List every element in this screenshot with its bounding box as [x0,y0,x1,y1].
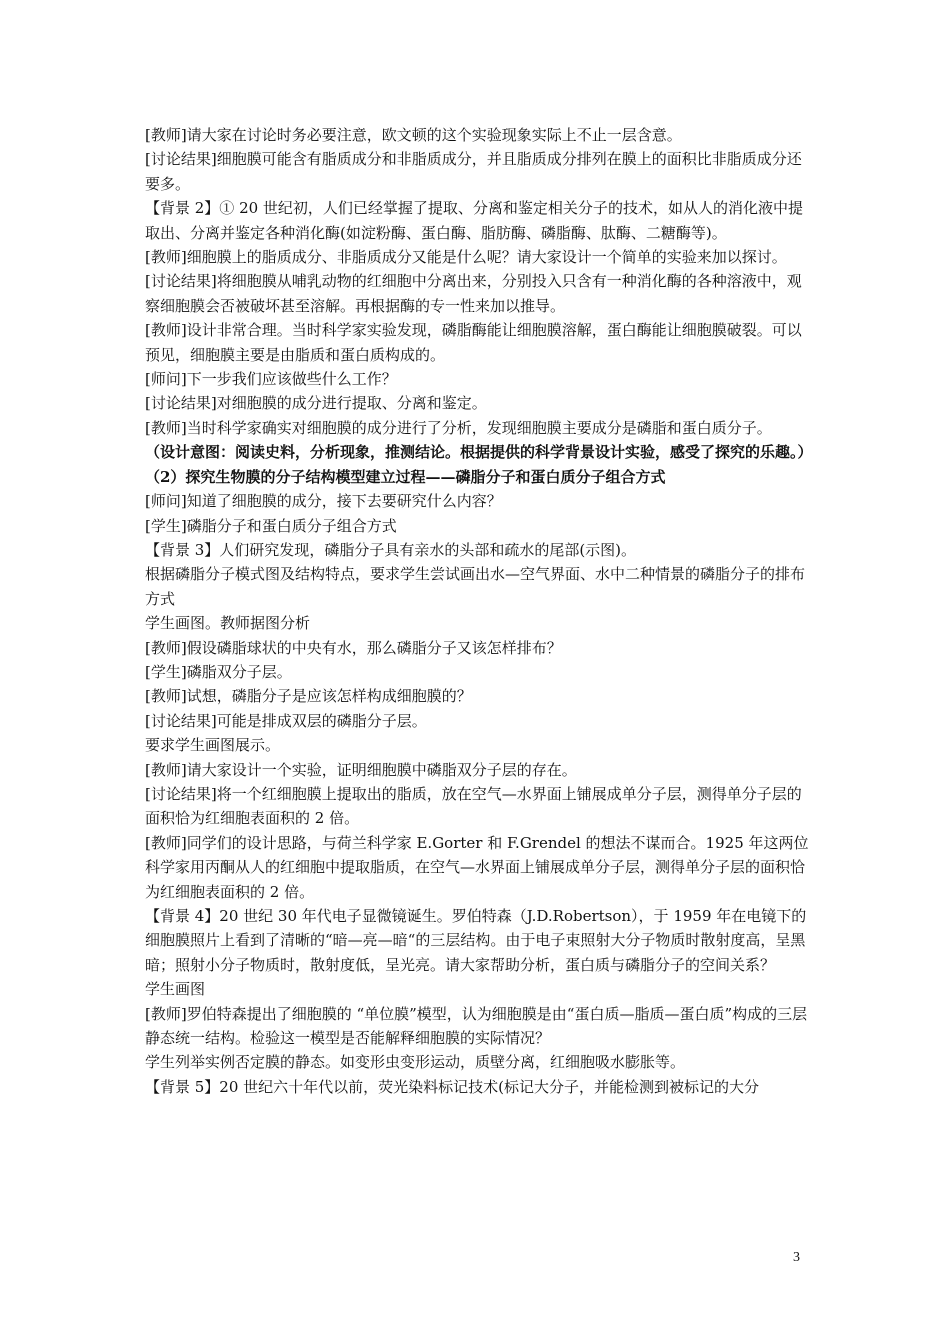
paragraph: [教师]设计非常合理。当时科学家实验发现，磷脂酶能让细胞膜溶解，蛋白酶能让细胞膜破裂。可以预见，细胞膜主要是由脂质和蛋白质构成的。 [145,321,802,364]
page-number: 3 [793,1250,800,1265]
paragraph: 学生画图 [145,980,206,999]
paragraph: 【背景 5】20 世纪六十年代以前，荧光染料标记技术(标记大分子，并能检测到被标记的大分 [145,1077,760,1096]
paragraph: [教师]请大家设计一个实验，证明细胞膜中磷脂双分子层的存在。 [145,760,577,779]
paragraph: 【背景 2】① 20 世纪初，人们已经掌握了提取、分离和鉴定相关分子的技术，如从人的消化液中提取出、分离并鉴定各种消化酶(如淀粉酶、蛋白酶、脂肪酶、磷脂酶、肽酶、二糖酶等)。 [145,199,803,242]
paragraph: [教师]假设磷脂球状的中央有水，那么磷脂分子又该怎样排布？ [145,638,562,657]
paragraph: 【背景 3】人们研究发现，磷脂分子具有亲水的头部和疏水的尾部(示图)。 [145,540,637,559]
paragraph: [学生]磷脂分子和蛋白质分子组合方式 [145,516,397,535]
paragraph: [师问]下一步我们应该做些什么工作？ [145,370,397,389]
paragraph: [讨论结果]可能是排成双层的磷脂分子层。 [145,711,427,730]
paragraph: [讨论结果]将一个红细胞膜上提取出的脂质，放在空气—水界面上铺展成单分子层，测得单分子层的面积恰为红细胞表面积的 2 倍。 [145,784,802,828]
paragraph: 要求学生画图展示。 [145,736,281,755]
paragraph: [师问]知道了细胞膜的成分，接下去要研究什么内容？ [145,492,502,511]
paragraph: [教师]罗伯特森提出了细胞膜的 “单位膜”模型，认为细胞膜是由“蛋白质—脂质—蛋白质”构成的三层静态统一结构。检验这一模型是否能解释细胞膜的实际情况？ [145,1004,808,1048]
paragraph: [教师]细胞膜上的脂质成分、非脂质成分又能是什么呢？请大家设计一个简单的实验来加以探讨。 [145,248,787,267]
paragraph: 学生画图。教师据图分析 [145,614,311,633]
paragraph: 根据磷脂分子模式图及结构特点，要求学生尝试画出水—空气界面、水中二种情景的磷脂分子的排布方式 [145,565,806,608]
paragraph: [教师]当时科学家确实对细胞膜的成分进行了分析，发现细胞膜主要成分是磷脂和蛋白质分子。 [145,418,772,437]
paragraph: 学生列举实例否定膜的静态。如变形虫变形运动，质壁分离，红细胞吸水膨胀等。 [145,1053,686,1072]
bold-paragraph: （2）探究生物膜的分子结构模型建立过程——磷脂分子和蛋白质分子组合方式 [145,467,666,486]
page-body [145,123,813,1099]
paragraph: 【背景 4】20 世纪 30 年代电子显微镜诞生。罗伯特森（J.D.Robertson），于 1959 年在电镜下的细胞膜照片上看到了清晰的“暗—亮—暗“的三层结构。由于电子束照射大分子物质时散射度高，呈黑暗；照射小分子物质时，散射度低，呈光亮。请大家帮助分析，蛋白质与磷脂分子的空间关系？ [145,907,807,974]
paragraph: [讨论结果]细胞膜可能含有脂质成分和非脂质成分，并且脂质成分排列在膜上的面积比非脂质成分还要多。 [145,150,802,193]
paragraph: [讨论结果]对细胞膜的成分进行提取、分离和鉴定。 [145,394,487,413]
paragraph: [教师]试想，磷脂分子是应该怎样构成细胞膜的？ [145,687,472,706]
paragraph: [学生]磷脂双分子层。 [145,662,292,681]
paragraph: [讨论结果]将细胞膜从哺乳动物的红细胞中分离出来，分别投入只含有一种消化酶的各种溶液中，观察细胞膜会否被破坏甚至溶解。再根据酶的专一性来加以推导。 [145,272,802,315]
paragraph: [教师]请大家在讨论时务必要注意，欧文顿的这个实验现象实际上不止一层含意。 [145,126,682,144]
paragraph: [教师]同学们的设计思路，与荷兰科学家 E.Gorter 和 F.Grendel 的想法不谋而合。1925 年这两位科学家用丙酮从人的红细胞中提取脂质，在空气—水界面上铺展成单分子层，测得单分子层的面积恰为红细胞表面积的 2 倍。 [145,833,809,901]
bold-paragraph: （设计意图：阅读史料，分析现象，推测结论。根据提供的科学背景设计实验，感受了探究的乐趣。） [145,443,813,462]
